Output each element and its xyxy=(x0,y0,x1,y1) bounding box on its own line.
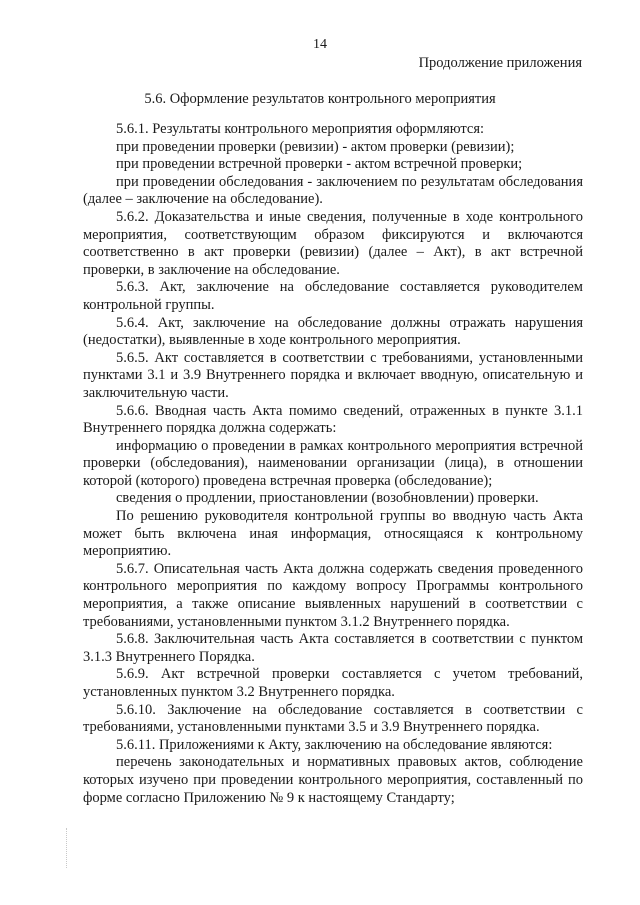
paragraph-item-legal-acts-list: перечень законодательных и нормативных правовых актов, соблюдение которых изучено при проведении контрольного мероприятия, составленный по форме согласно Приложению № 9 к настоящему Стандарту; xyxy=(83,754,583,806)
paragraph-item-audit-act: при проведении проверки (ревизии) - актом проверки (ревизии); xyxy=(116,138,515,155)
scan-artifact-line xyxy=(66,828,68,868)
paragraph-item-extension-info: сведения о продлении, приостановлении (возобновлении) проверки. xyxy=(116,490,539,507)
paragraph-5-6-8: 5.6.8. Заключительная часть Акта составляется в соответствии с пунктом 3.1.3 Внутреннего Порядка. xyxy=(83,631,583,665)
paragraph-5-6-3: 5.6.3. Акт, заключение на обследование составляется руководителем контрольной группы. xyxy=(83,279,583,313)
paragraph-item-counter-audit-info: информацию о проведении в рамках контрольного мероприятия встречной проверки (обследования), наименовании организации (лица), в отношении которой (которого) проведена встречная проверка (обследование); xyxy=(83,437,583,489)
continuation-label: Продолжение приложения xyxy=(418,55,582,71)
page-number: 14 xyxy=(313,37,327,52)
paragraph-other-info: По решению руководителя контрольной группы во вводную часть Акта может быть включена иная информация, относящаяся к контрольному мероприятию. xyxy=(83,508,583,560)
paragraph-5-6-2: 5.6.2. Доказательства и иные сведения, полученные в ходе контрольного мероприятия, соответствующим образом фиксируются и включаются соответственно в акт проверки (ревизии) (далее – Акт), в акт встречной проверки, в заключение на обследование. xyxy=(83,208,583,278)
paragraph-5-6-6: 5.6.6. Вводная часть Акта помимо сведений, отраженных в пункте 3.1.1 Внутреннего порядка должна содержать: xyxy=(83,402,583,437)
paragraph-5-6-7: 5.6.7. Описательная часть Акта должна содержать сведения проведенного контрольного мероприятия по каждому вопросу Программы контрольного мероприятия, а также описание выявленных нарушений в соответствии с требованиями, установленными пунктом 3.1.2 Внутреннего порядка. xyxy=(83,560,583,630)
paragraph-5-6-10: 5.6.10. Заключение на обследование составляется в соответствии с требованиями, установленными пунктами 3.5 и 3.9 Внутреннего порядка. xyxy=(83,701,583,736)
section-title: 5.6. Оформление результатов контрольного мероприятия xyxy=(144,91,496,107)
paragraph-5-6-5: 5.6.5. Акт составляется в соответствии с требованиями, установленными пунктами 3.1 и 3.9 Внутреннего порядка и включает вводную, описательную и заключительную части. xyxy=(83,349,583,401)
paragraph-5-6-9: 5.6.9. Акт встречной проверки составляется с учетом требований, установленных пунктом 3.2 Внутреннего порядка. xyxy=(83,666,583,700)
paragraph-item-counter-audit-act: при проведении встречной проверки - актом встречной проверки; xyxy=(116,156,523,173)
paragraph-5-6-1: 5.6.1. Результаты контрольного мероприятия оформляются: xyxy=(116,121,485,137)
body-text xyxy=(83,121,583,807)
paragraph-5-6-11: 5.6.11. Приложениями к Акту, заключению на обследование являются: xyxy=(116,736,553,753)
paragraph-item-survey-conclusion: при проведении обследования - заключением по результатам обследования (далее – заключение на обследование). xyxy=(83,173,583,208)
paragraph-5-6-4: 5.6.4. Акт, заключение на обследование должны отражать нарушения (недостатки), выявленные в ходе контрольного мероприятия. xyxy=(83,314,583,349)
